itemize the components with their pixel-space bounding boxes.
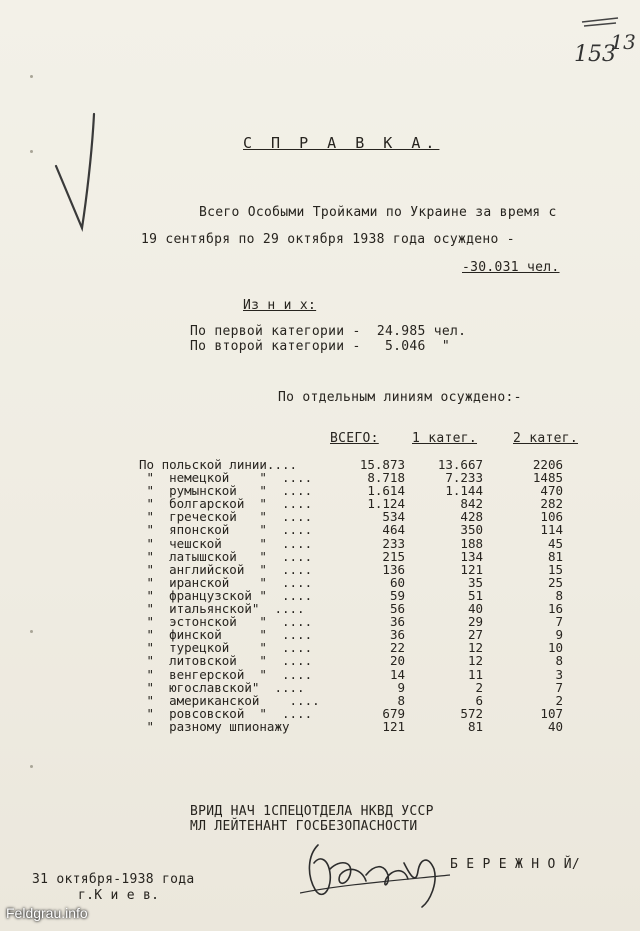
cell-label: " финской " .... — [139, 627, 313, 643]
table-row — [139, 694, 563, 707]
signature-name: Б Е Р Е Ж Н О Й/ — [450, 857, 581, 872]
intro-line-1: Всего Особыми Тройками по Украине за время с — [199, 205, 557, 220]
cell-cat2: 45 — [547, 535, 563, 551]
date-line-2: г.К и е в. — [78, 888, 160, 903]
cell-cat1: 572 — [460, 705, 483, 721]
cell-cat2: 15 — [547, 561, 563, 577]
cell-cat1: 51 — [467, 587, 483, 603]
cell-cat2: 9 — [555, 627, 563, 643]
table-row — [139, 576, 563, 589]
breakdown-second: По второй категории - 5.046 " — [190, 339, 451, 354]
cell-cat2: 8 — [555, 587, 563, 603]
cell-cat2: 10 — [547, 640, 563, 656]
signature-position-line-2: МЛ ЛЕЙТЕНАНТ ГОСБЕЗОПАСНОСТИ — [190, 819, 418, 834]
cell-cat1: 7.233 — [445, 470, 483, 486]
cell-cat1: 188 — [460, 535, 483, 551]
table-row — [139, 720, 563, 733]
cell-total: 36 — [389, 614, 405, 630]
cell-label: " чешской " .... — [139, 535, 313, 551]
cell-total: 15.873 — [359, 457, 405, 472]
cell-total: 36 — [389, 627, 405, 643]
signature-position-line-1: ВРИД НАЧ 1СПЕЦОТДЕЛА НКВД УССР — [190, 804, 434, 819]
cell-cat2: 8 — [555, 653, 563, 669]
cell-cat1: 29 — [467, 614, 483, 630]
cell-label: " иранской " .... — [139, 574, 313, 590]
cell-cat2: 25 — [547, 574, 563, 590]
cell-total: 1.124 — [367, 496, 405, 512]
punch-hole — [30, 75, 33, 78]
punch-hole — [30, 150, 33, 153]
handwritten-signature — [300, 835, 460, 910]
cell-cat2: 40 — [547, 718, 563, 734]
cell-total: 9 — [397, 679, 405, 695]
cell-total: 215 — [382, 548, 405, 564]
cell-cat1: 12 — [467, 640, 483, 656]
table-row — [139, 654, 563, 667]
cell-label: " ровсовской " .... — [139, 705, 313, 721]
cell-label: " румынской " .... — [139, 483, 313, 499]
header-cat2: 2 катег. — [513, 431, 579, 446]
breakdown-first: По первой категории - 24.985 чел. — [190, 324, 467, 339]
cell-label: " французской " .... — [139, 587, 313, 603]
cell-cat2: 81 — [547, 548, 563, 564]
document-title: С П Р А В К А. — [243, 134, 440, 152]
cell-cat1: 1.144 — [445, 483, 483, 499]
cell-label: " латышской " .... — [139, 548, 313, 564]
cell-label: " разному шпионажу — [139, 718, 290, 734]
lines-heading: По отдельным линиям осуждено:- — [278, 390, 522, 405]
cell-total: 22 — [389, 640, 405, 656]
cell-total: 14 — [389, 666, 405, 682]
cell-cat1: 6 — [475, 692, 483, 708]
cell-cat2: 16 — [547, 601, 563, 617]
cell-cat2: 107 — [540, 705, 563, 721]
cell-label: " турецкой " .... — [139, 640, 313, 656]
cell-cat1: 11 — [467, 666, 483, 682]
cell-cat2: 106 — [540, 509, 563, 525]
cell-cat1: 2 — [475, 679, 483, 695]
cell-cat1: 81 — [467, 718, 483, 734]
cell-total: 1.614 — [367, 483, 405, 499]
cell-label: " эстонской " .... — [139, 614, 313, 630]
cell-cat2: 3 — [555, 666, 563, 682]
cell-label: " английской " .... — [139, 561, 313, 577]
punch-hole — [30, 630, 33, 633]
cell-cat1: 27 — [467, 627, 483, 643]
cell-label: " немецкой " .... — [139, 470, 313, 486]
cell-cat2: 114 — [540, 522, 563, 538]
cell-total: 56 — [389, 601, 405, 617]
cell-cat2: 282 — [540, 496, 563, 512]
cell-cat2: 1485 — [532, 470, 563, 486]
stats-table — [139, 458, 563, 733]
cell-label: " венгерской " .... — [139, 666, 313, 682]
cell-cat2: 2 — [555, 692, 563, 708]
watermark: Feldgrau.info — [6, 905, 88, 921]
cell-cat1: 428 — [460, 509, 483, 525]
cell-total: 59 — [389, 587, 405, 603]
table-row — [139, 563, 563, 576]
cell-total: 8.718 — [367, 470, 405, 486]
cell-cat2: 2206 — [532, 457, 563, 472]
cell-cat2: 7 — [555, 614, 563, 630]
cell-cat1: 35 — [467, 574, 483, 590]
cell-cat2: 470 — [540, 483, 563, 499]
cell-label: " японской " .... — [139, 522, 313, 538]
cell-total: 60 — [389, 574, 405, 590]
intro-total: -30.031 чел. — [462, 260, 560, 275]
table-row — [139, 550, 563, 563]
cell-label: " греческой " .... — [139, 509, 313, 525]
cell-cat1: 13.667 — [437, 457, 483, 472]
intro-line-2: 19 сентября по 29 октября 1938 года осуждено - — [141, 232, 515, 247]
cell-total: 679 — [382, 705, 405, 721]
cell-label: " итальянской" .... — [139, 601, 305, 617]
cell-total: 8 — [397, 692, 405, 708]
cell-label: " литовской " .... — [139, 653, 313, 669]
header-total: ВСЕГО: — [330, 431, 379, 446]
archive-number-current: 153 — [574, 42, 616, 67]
cell-total: 233 — [382, 535, 405, 551]
cell-cat1: 121 — [460, 561, 483, 577]
punch-hole — [30, 765, 33, 768]
cell-label: По польской линии.... — [139, 457, 298, 472]
header-cat1: 1 катег. — [412, 431, 478, 446]
cell-label: " югославской" .... — [139, 679, 305, 695]
breakdown-heading: Из н и х: — [243, 298, 317, 313]
cell-cat1: 350 — [460, 522, 483, 538]
table-row — [139, 523, 563, 536]
cell-cat1: 12 — [467, 653, 483, 669]
cell-total: 136 — [382, 561, 405, 577]
checkmark-icon — [52, 110, 102, 235]
date-line-1: 31 октября-1938 года — [32, 872, 195, 887]
cell-cat1: 842 — [460, 496, 483, 512]
cell-cat1: 134 — [460, 548, 483, 564]
cell-label: " болгарской " .... — [139, 496, 313, 512]
table-row — [139, 668, 563, 681]
cell-total: 534 — [382, 509, 405, 525]
archive-number-crossed: 13 — [610, 30, 636, 54]
cell-cat2: 7 — [555, 679, 563, 695]
cell-cat1: 40 — [467, 601, 483, 617]
cell-label: " американской .... — [139, 692, 320, 708]
table-row — [139, 707, 563, 720]
cell-total: 464 — [382, 522, 405, 538]
table-row — [139, 681, 563, 694]
cell-total: 20 — [389, 653, 405, 669]
strike-mark — [580, 12, 620, 32]
table-row — [139, 537, 563, 550]
cell-total: 121 — [382, 718, 405, 734]
